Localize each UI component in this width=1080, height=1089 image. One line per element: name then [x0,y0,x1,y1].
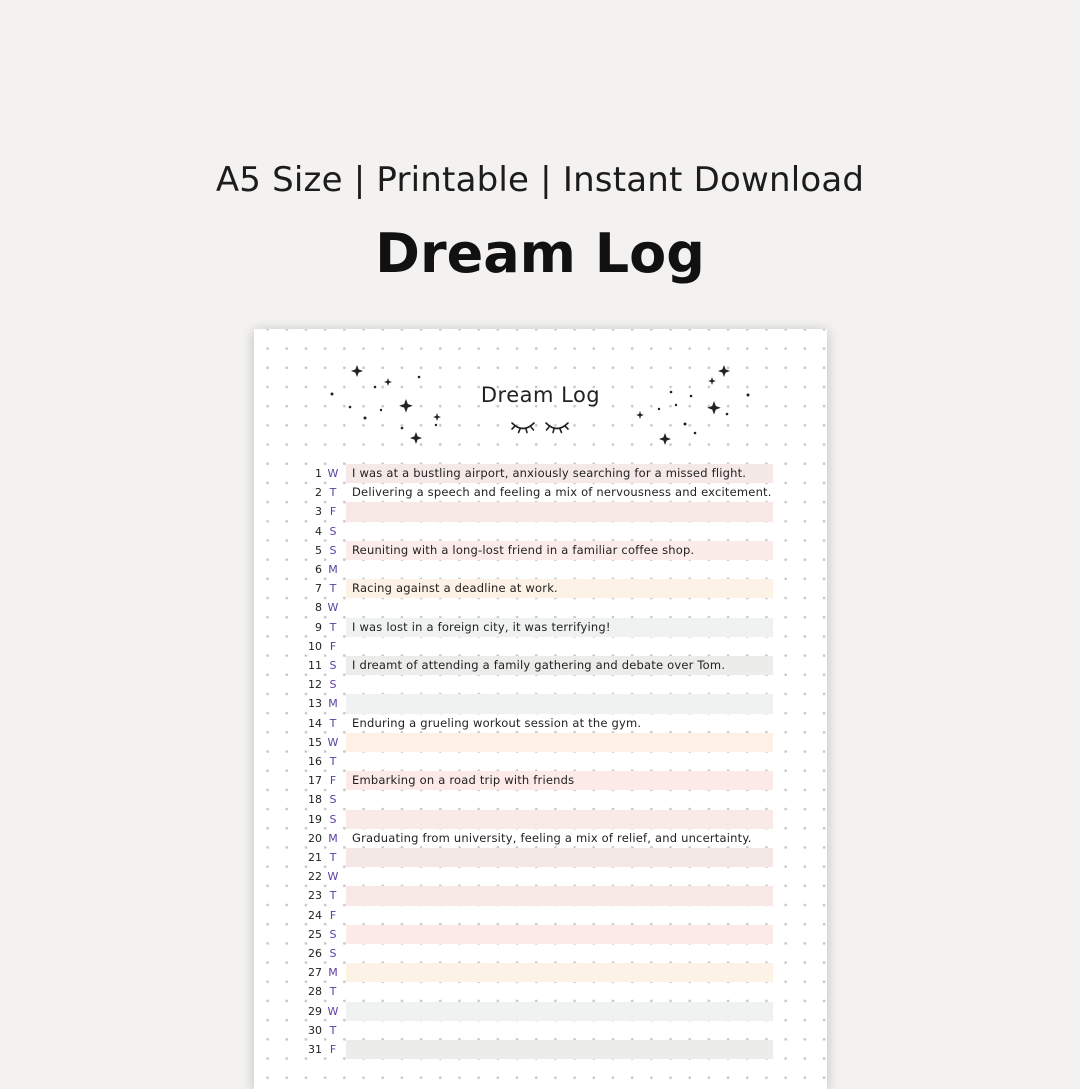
weekday-letter: S [329,543,337,557]
day-number: 4 [315,524,322,538]
planner-page [254,329,827,1089]
weekday-letter: S [329,812,337,826]
day-number: 2 [315,486,322,500]
log-row [254,541,827,560]
log-row [254,867,827,886]
page-title: Dream Log [480,383,601,407]
dream-entry: I was lost in a foreign city, it was terrifying! [352,619,611,634]
page-header [254,329,827,459]
weekday-letter: T [329,985,337,999]
log-row [254,1040,827,1059]
row-highlight [346,906,773,925]
row-highlight [346,963,773,982]
weekday-letter: S [329,947,337,960]
day-number: 18 [308,793,322,807]
day-number: 12 [308,678,322,692]
row-highlight [346,810,773,829]
log-row [254,886,827,905]
log-row [254,771,827,790]
log-row [254,906,827,925]
weekday-letter: T [329,755,337,768]
log-row [254,464,827,483]
log-row [254,829,827,848]
dream-entry: Graduating from university, feeling a mix of relief, and uncertainty. [352,830,752,845]
closed-eyes-icon [508,417,574,439]
log-row [254,656,827,675]
log-row [254,1002,827,1021]
weekday-letter: F [329,639,337,653]
row-highlight [346,1021,773,1040]
weekday-letter: S [329,659,337,672]
log-row [254,694,827,713]
dream-entry: I dreamt of attending a family gathering and debate over Tom. [352,658,726,672]
row-highlight [346,560,773,579]
log-row [254,848,827,867]
log-row [254,522,827,541]
log-row [254,560,827,579]
log-row [254,733,827,752]
weekday-letter: M [328,563,338,576]
weekday-letter: W [327,735,339,749]
day-number: 22 [308,870,322,884]
log-row [254,1021,827,1040]
day-number: 7 [315,582,322,596]
row-highlight [346,982,773,1001]
weekday-letter: T [329,889,337,903]
dream-entry: I was at a bustling airport, anxiously searching for a missed flight. [352,466,747,480]
weekday-letter: W [327,601,339,615]
day-number: 28 [308,985,322,999]
weekday-letter: T [329,716,337,730]
day-number: 3 [315,505,322,519]
day-number: 23 [308,889,322,903]
log-row [254,502,827,521]
day-number: 8 [315,601,322,615]
weekday-letter: M [328,966,338,980]
log-row [254,618,827,637]
weekday-letter: F [329,774,337,788]
weekday-letter: W [327,870,339,884]
weekday-letter: W [327,1004,339,1018]
log-row [254,982,827,1001]
log-row [254,598,827,617]
day-number: 14 [308,716,322,730]
log-row [254,790,827,809]
dream-entry: Racing against a deadline at work. [352,581,558,596]
row-highlight [346,598,773,617]
row-highlight [346,1002,773,1021]
day-number: 26 [308,947,322,960]
row-highlight [346,675,773,694]
day-number: 10 [308,639,322,653]
weekday-letter: M [328,831,338,845]
weekday-letter: S [329,678,337,692]
day-number: 6 [315,563,322,576]
product-title: Dream Log [375,222,705,285]
log-row [254,637,827,656]
dream-entry: Reuniting with a long-lost friend in a familiar coffee shop. [352,542,695,557]
weekday-letter: M [328,697,338,711]
weekday-letter: T [329,620,337,634]
row-highlight [346,752,773,771]
log-row [254,944,827,963]
log-row [254,675,827,694]
log-row [254,752,827,771]
weekday-letter: T [329,1023,337,1037]
row-highlight [346,848,773,867]
weekday-letter: S [329,927,337,941]
row-highlight [346,502,773,521]
weekday-letter: F [329,505,337,519]
day-number: 31 [308,1043,322,1056]
day-number: 11 [308,659,322,672]
day-number: 29 [308,1004,322,1018]
day-number: 13 [308,697,322,711]
product-subtitle: A5 Size | Printable | Instant Download [215,160,865,200]
row-highlight [346,944,773,963]
weekday-letter: T [329,486,337,500]
day-number: 15 [308,735,322,749]
weekday-letter: F [329,1043,337,1056]
log-row [254,925,827,944]
day-number: 20 [308,831,322,845]
day-number: 30 [308,1023,322,1037]
row-highlight [346,522,773,541]
day-number: 24 [308,908,322,922]
day-number: 19 [308,812,322,826]
day-number: 21 [308,851,322,864]
weekday-letter: S [329,793,337,807]
log-row [254,810,827,829]
day-number: 27 [308,966,322,980]
weekday-letter: T [329,851,337,864]
row-highlight [346,925,773,944]
row-highlight [346,637,773,656]
dream-entry: Enduring a grueling workout session at the gym. [352,715,642,730]
day-number: 9 [315,620,322,634]
log-row [254,579,827,598]
day-number: 16 [308,755,322,768]
day-number: 17 [308,774,322,788]
day-number: 5 [315,543,322,557]
row-highlight [346,1040,773,1059]
dream-entry: Embarking on a road trip with friends [352,773,575,788]
weekday-letter: T [329,582,337,596]
row-highlight [346,694,773,713]
weekday-letter: S [329,524,337,538]
dream-entry: Delivering a speech and feeling a mix of nervousness and excitement. [352,485,772,500]
row-highlight [346,790,773,809]
row-highlight [346,867,773,886]
day-number: 1 [315,467,322,480]
day-number: 25 [308,927,322,941]
row-highlight [346,733,773,752]
row-highlight [346,886,773,905]
log-row [254,483,827,502]
weekday-letter: F [329,908,337,922]
weekday-letter: W [327,467,339,480]
log-row [254,714,827,733]
log-row [254,963,827,982]
